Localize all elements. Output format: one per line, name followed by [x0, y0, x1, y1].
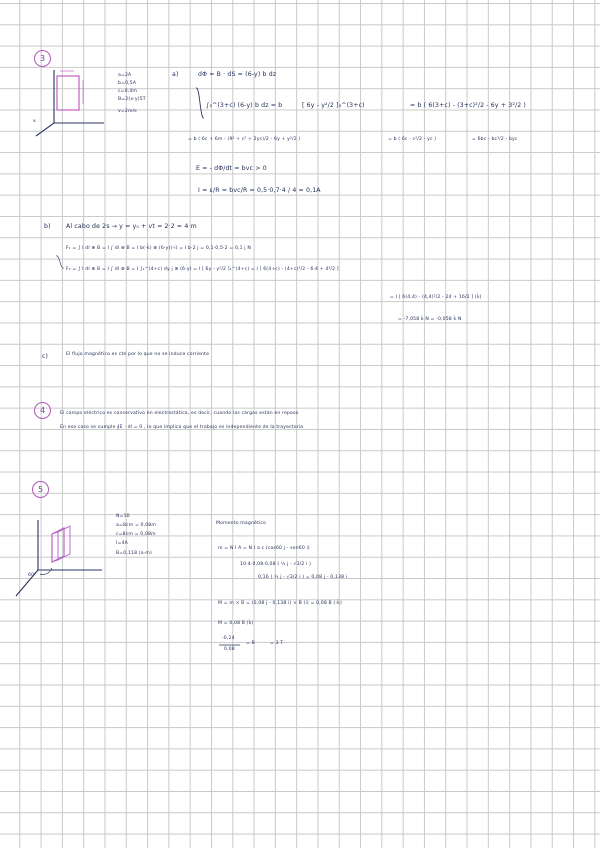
torque-value: M = 0,08 B (k̂) — [218, 621, 254, 626]
part-c-answer: El flujo magnético es cte por lo que no se induce corriente — [66, 352, 210, 357]
problem-4-line-1: El campo eléctrico es conservativo en electrostática, es decir, cuando las cargas están en reposo — [60, 411, 299, 416]
field-result: = 3 T — [270, 641, 284, 646]
given-c: c=8cm = 0,08m — [116, 532, 156, 537]
position-after-2s: Al cabo de 2s → y = y₀ + vt = 2·2 = 4 m — [66, 223, 197, 230]
emf-equation: E = - dΦ/dt = bvc > 0 — [196, 165, 267, 172]
given-b: B=0,118 (a·m) — [116, 551, 152, 556]
field-equals: = B — [246, 641, 255, 646]
flux-integral: ∫₃^(3+c) (6-y) b dz = b — [206, 102, 283, 109]
axis-x-label: x — [33, 119, 36, 124]
fraction-numerator: -0,24 — [222, 636, 235, 641]
fraction-denominator: 0,08 — [224, 647, 235, 652]
force-f2-numeric: = I [ 6(4,4) - (4,4)²/2 - 24 + 16/2 ] (k̂) — [390, 295, 482, 300]
flux-substitution: = b ( 6(3+c) - (3+c)²/2 - 6y + 3²/2 ) — [410, 102, 526, 109]
moment-result: 0,16 ( ½ j - √3/2 i ) = 0,08 j - 0,138 i — [258, 575, 348, 580]
given-a: a=8cm = 0,08m — [116, 523, 157, 528]
part-c-label: c) — [42, 353, 49, 360]
problem-5-number: 5 — [32, 481, 49, 498]
flux-simplify: = b ( 6c - c²/2 - yc ) — [388, 137, 437, 142]
given-v: v=2m/s — [118, 109, 137, 114]
angle-label: 60° — [28, 573, 37, 578]
moment-definition: m = N I A = N I a c (cos60 j - sen60 i) — [218, 546, 310, 551]
given-a: a=2A — [118, 73, 132, 78]
moment-numeric: 10·4·0,08·0,08 ( ½ j - √3/2 i ) — [240, 562, 312, 567]
flux-differential: dΦ = B · dS = (6-y) b dz — [198, 71, 277, 78]
problem-4-line-2: En ese caso se cumple ∮E · dl = 0 , lo que implica que el trabajo es independiente de la trayectoria — [60, 425, 304, 430]
given-i: I=4A — [116, 541, 128, 546]
problem-3-number: 3 — [34, 50, 51, 67]
flux-bracket: [ 6y - y²/2 ]₃^(3+c) — [302, 102, 365, 109]
flux-expand: = b ( 6c + 6m - (9² + c² + 2yc)/2 - 6y + y²/2 ) — [188, 137, 301, 142]
current-equation: I = ε/R = bvc/R = 0,5·0,7·4 / 4 = 0,1A — [198, 187, 321, 194]
magnetic-moment-title: Momento magnético — [216, 521, 266, 526]
given-n: N=10 — [116, 514, 130, 519]
flux-result: = 6bc - bc²/2 - byc — [472, 137, 518, 142]
problem-4-number: 4 — [34, 402, 51, 419]
given-field: B=2(x-y)5T — [118, 97, 146, 102]
force-f1: F₁ = ∫ I dl ⊗ B = I ∫ dl ⊗ B = I b(-k̂) ⊗ (6-y)(-i) = I b·2 j = 0,1·0,5·2 = 0,1 j N — [66, 246, 251, 251]
given-b: b=0,5A — [118, 81, 137, 86]
part-a-label: a) — [172, 71, 179, 78]
force-f2: F₂ = ∫ I dl ⊗ B = I ∫ dl ⊗ B = I ∫₄^(4+c) dy j ⊗ (6-y) = I [ 6y - y²/2 ]₄^(4+c) = I [ 6(4+c) - (4+c)²/2 - 6·4 + 4²/2 ] — [66, 267, 339, 272]
given-c: c=0,4m — [118, 89, 138, 94]
part-b-label: b) — [44, 223, 51, 230]
torque-cross-product: M = m × B = (0,08 j - 0,138 i) × B (i) = 0,08 B (-k̂) — [218, 601, 342, 606]
force-f2-result: = -7,058 k̂ N = -0,058 k̂ N — [398, 317, 462, 322]
